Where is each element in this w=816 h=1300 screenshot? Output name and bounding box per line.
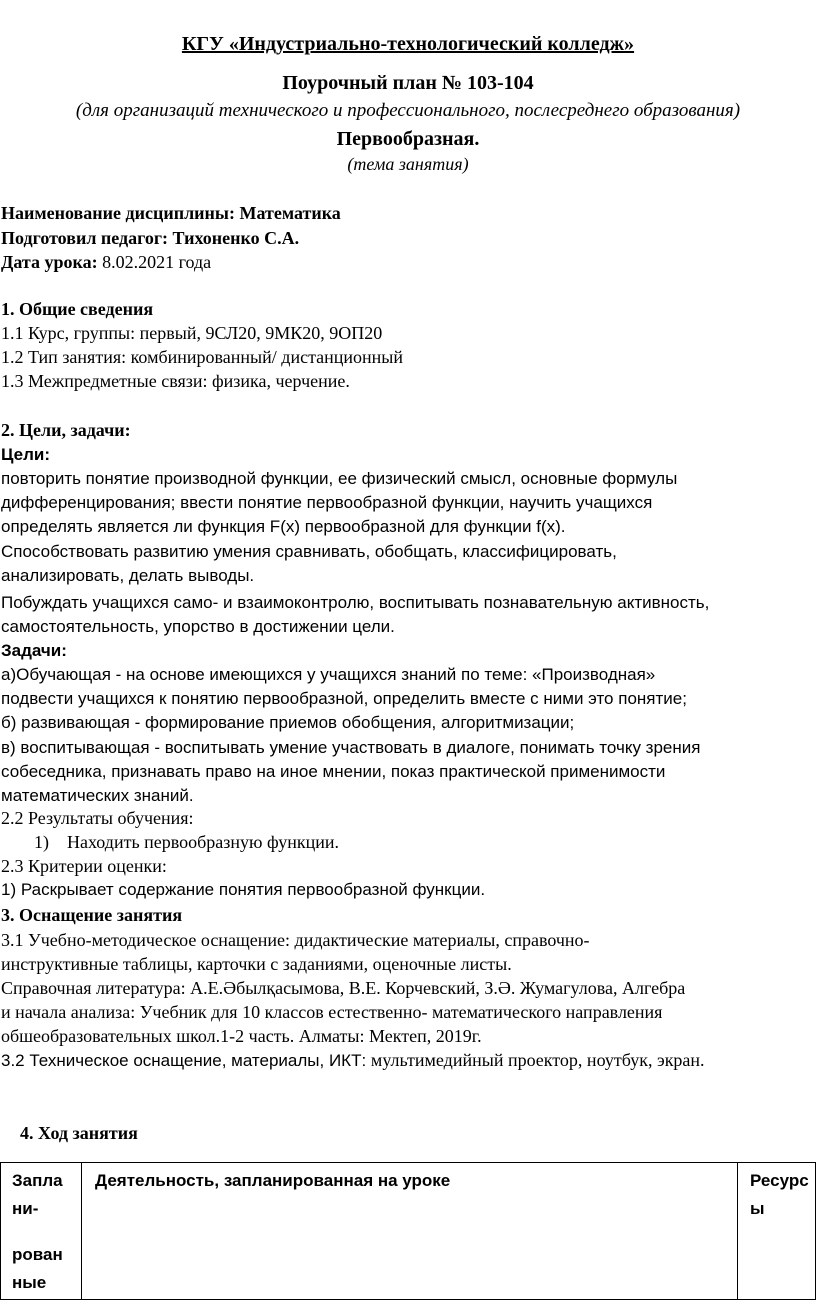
results-item xyxy=(34,833,339,851)
header-cell-planned xyxy=(1,1163,82,1300)
header-planned-part: Запла xyxy=(12,1171,63,1190)
header-activity: Деятельность, запланированная на уроке xyxy=(95,1171,451,1190)
header-planned-part: ни- xyxy=(12,1199,39,1218)
discipline-line: Наименование дисциплины: Математика xyxy=(1,203,341,223)
section3-line: обшеобразовательных школ.1-2 часть. Алматы: Мектеп, 2019г. xyxy=(1,1026,482,1046)
lesson-topic: Первообразная. xyxy=(336,128,480,150)
tech-equipment-line xyxy=(1,1051,705,1069)
lesson-plan-table xyxy=(0,1162,816,1300)
results-item-number: 1) xyxy=(34,832,49,852)
section1-title: 1. Общие сведения xyxy=(1,299,154,319)
lesson-date-line xyxy=(1,253,211,271)
plan-title: Поурочный план № 103-104 xyxy=(282,72,534,94)
goals-line: самостоятельность, упорство в достижении цели. xyxy=(1,617,395,636)
header-planned-part: ные xyxy=(12,1273,47,1292)
tasks-line: в) воспитывающая - воспитывать умение участвовать в диалоге, понимать точку зрения xyxy=(1,738,701,757)
plan-subtitle: (для организаций технического и профессионального, послесреднего образования) xyxy=(75,100,741,121)
topic-caption: (тема занятия) xyxy=(347,154,469,174)
header-resources-part: Ресурс xyxy=(750,1171,809,1190)
header-cell-resources xyxy=(738,1163,816,1300)
date-value: 8.02.2021 года xyxy=(97,252,212,272)
section2-title: 2. Цели, задачи: xyxy=(1,420,131,440)
section1-line: 1.1 Курс, группы: первый, 9СЛ20, 9МК20, 9ОП20 xyxy=(1,323,383,343)
section3-line: инструктивные таблицы, карточки с заданиями, оценочные листы. xyxy=(1,954,512,974)
section3-line: Справочная литература: А.Е.Әбылқасымова, В.Е. Корчевский, З.Ә. Жумагулова, Алгебра xyxy=(1,978,686,998)
section1-line: 1.2 Тип занятия: комбинированный/ дистанционный xyxy=(1,347,404,367)
college-name: КГУ «Индустриально-технологический колледж» xyxy=(181,33,635,55)
section3-line: 3.1 Учебно-методическое оснащение: дидактические материалы, справочно- xyxy=(1,930,590,950)
header-cell-activity xyxy=(82,1163,738,1300)
goals-label: Цели: xyxy=(1,445,50,464)
date-label: Дата урока: xyxy=(1,252,98,272)
header-resources-part: ы xyxy=(750,1199,765,1218)
goals-line: Побуждать учащихся само- и взаимоконтролю, воспитывать познавательную активность, xyxy=(1,593,710,612)
tasks-label: Задачи: xyxy=(1,641,67,660)
tasks-line: б) развивающая - формирование приемов обобщения, алгоритмизации; xyxy=(1,713,575,732)
goals-line: анализировать, делать выводы. xyxy=(1,566,255,585)
tasks-line: а)Обучающая - на основе имеющихся у учащихся знаний по теме: «Производная» xyxy=(1,665,656,684)
criteria-item: 1) Раскрывает содержание понятия первообразной функции. xyxy=(1,880,486,899)
tasks-line: подвести учащихся к понятию первообразной, определить вместе с ними это понятие; xyxy=(1,689,687,708)
tech-equipment-value: мультимедийный проектор, ноутбук, экран. xyxy=(370,1050,705,1070)
teacher-line: Подготовил педагог: Тихоненко С.А. xyxy=(1,228,300,248)
goals-line: дифференцирования; ввести понятие первообразной функции, научить учащихся xyxy=(1,493,653,512)
header-planned-part: рован xyxy=(12,1245,63,1264)
goals-line: Способствовать развитию умения сравнивать, обобщать, классифицировать, xyxy=(1,542,617,561)
results-title: 2.2 Результаты обучения: xyxy=(1,808,194,828)
goals-line: определять является ли функция F(x) первообразной для функции f(x). xyxy=(1,517,566,536)
table-header-row xyxy=(1,1163,816,1300)
tasks-line: собеседника, признавать право на иное мнении, показ практической применимости xyxy=(1,762,666,781)
goals-line: повторить понятие производной функции, ее физический смысл, основные формулы xyxy=(1,469,678,488)
section3-line: и начала анализа: Учебник для 10 классов естественно- математического направления xyxy=(1,1002,663,1022)
section3-title: 3. Оснащение занятия xyxy=(1,905,183,925)
tech-equipment-label: 3.2 Техническое оснащение, материалы, ИКТ: xyxy=(1,1051,371,1070)
tasks-line: математических знаний. xyxy=(1,786,194,805)
section1-line: 1.3 Межпредметные связи: физика, черчение. xyxy=(1,371,350,391)
criteria-title: 2.3 Критерии оценки: xyxy=(1,856,167,876)
results-item-text: Находить первообразную функции. xyxy=(67,832,339,852)
section4-title: 4. Ход занятия xyxy=(20,1123,138,1143)
